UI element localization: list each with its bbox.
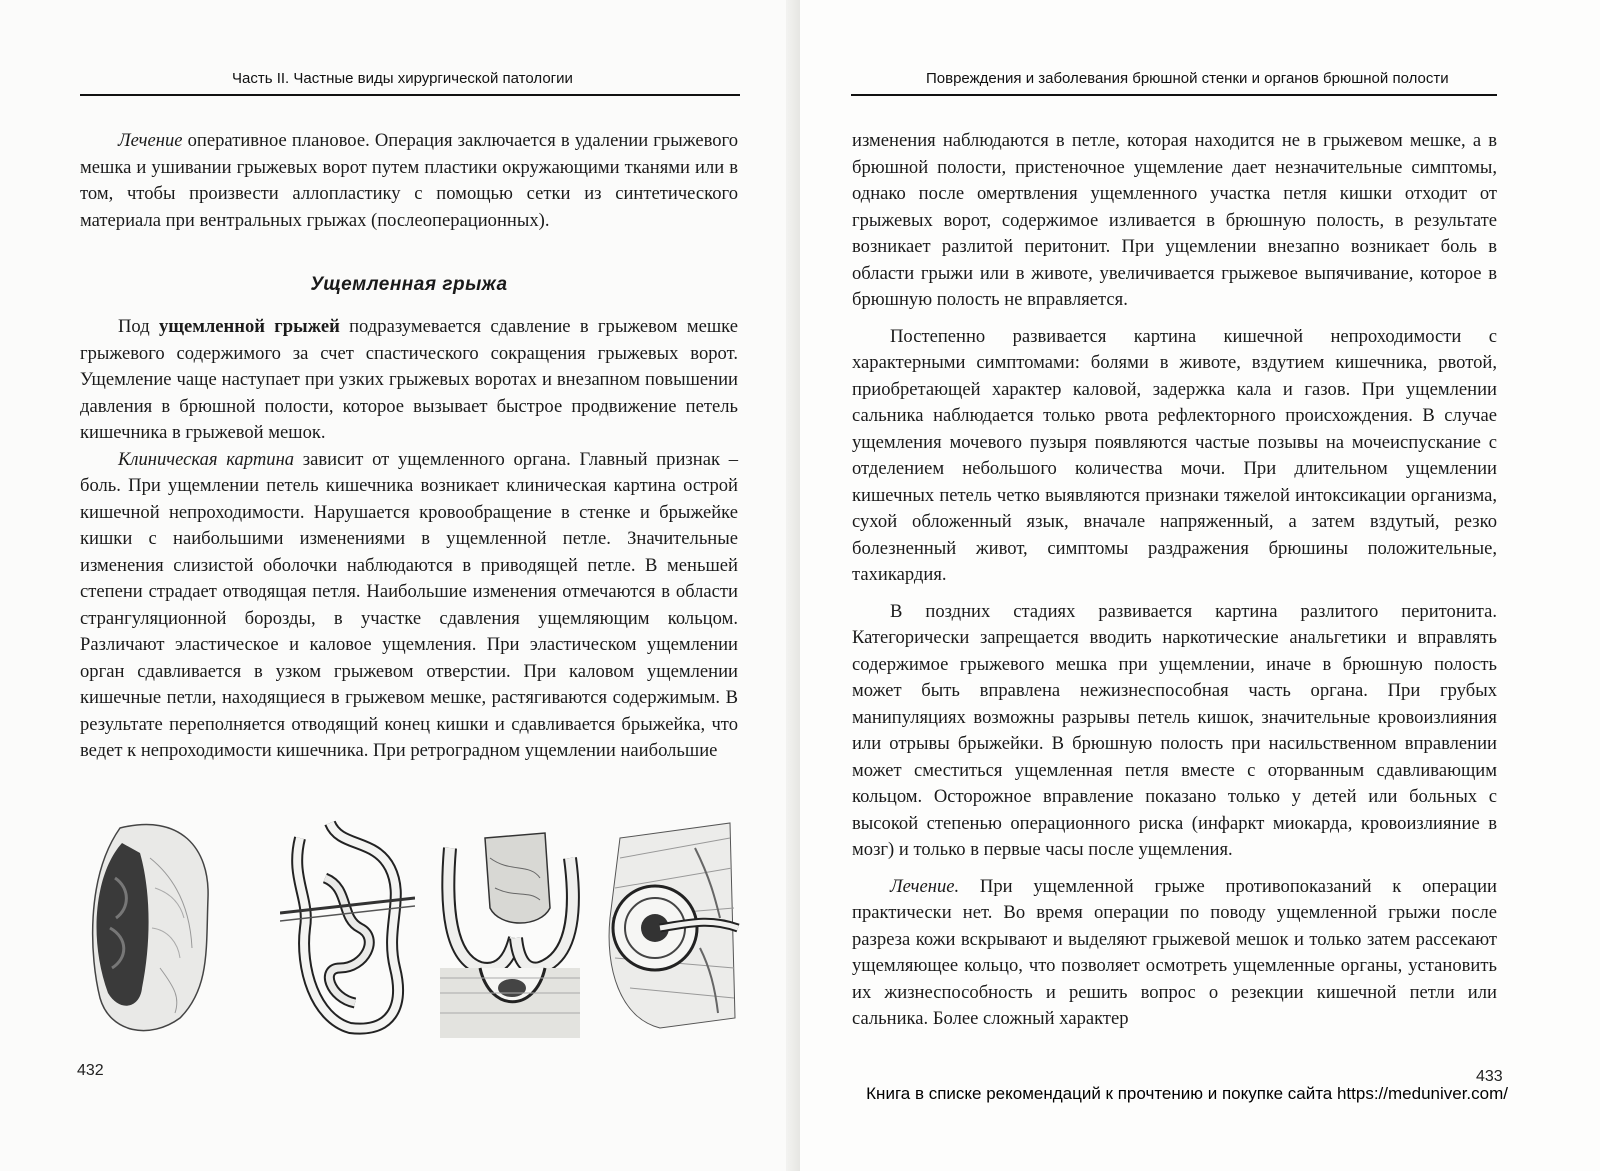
left-text-top — [80, 128, 738, 234]
definition-term: ущемленной грыжей — [158, 316, 340, 337]
header-rule-left — [80, 94, 740, 96]
paragraph-continuation: изменения наблюдаются в петле, которая находится не в грыжевом мешке, а в брюшной полости, пристеночное ущемление дает незначительные симптомы, однако после омертвления ущемленного участка петля кишки отходит от грыжевых ворот, содержимое изливается в брюшную полость, в результате возникает разлитой перитонит. При ущемлении внезапно возникает боль в области грыжи или в животе, увеличивается грыжевое выпячивание, которое в брюшную полость не вправляется. — [852, 130, 1497, 310]
right-text — [852, 128, 1497, 1033]
illustrations-row — [80, 818, 740, 1043]
treatment-label: Лечение — [118, 130, 183, 151]
page-number-left: 432 — [77, 1062, 104, 1079]
treatment-text-right: При ущемленной грыже противопоказаний к операции практически нет. Во время операции по поводу ущемленной грыжи после разреза кожи вскрывают и выделяют грыжевой мешок и только затем рассекают ущемляющее кольцо, что позволяет осмотреть ущемленные органы, установить их жизнеспособность и решить вопрос о резекции кишечной петли или сальника. Более сложный характер — [852, 875, 1497, 1029]
section-heading: Ущемленная грыжа — [310, 274, 508, 295]
clinical-text: зависит от ущемленного органа. Главный признак – боль. При ущемлении петель кишечника возникает клиническая картина острой кишечной непроходимости. Нарушается кровообращение в стенке и брыжейке кишки с наибольшими изменениями в ущемленной петле. Значительные изменения слизистой оболочки наблюдаются в приводящей петле. В меньшей степени страдает отводящая петля. Наибольшие изменения отмечаются в области странгуляционной борозды, в участке сдавления ущемляющим кольцом. Различают эластическое и каловое ущемления. При эластическом ущемлении орган сдавливается в узком грыжевом отверстии. При каловом ущемлении кишечные петли, находящиеся в грыжевом мешке, растягиваются содержимым. В результате переполняется отводящий конец кишки и сдавливается брыжейка, что ведет к непроходимости кишечника. При ретроградном ущемлении наибольшие — [80, 448, 738, 761]
page-number-right: 433 — [1476, 1068, 1503, 1085]
figure-retrograde-loops — [280, 818, 415, 1038]
paragraph-definition — [80, 314, 738, 447]
paragraph-late-stages: В поздних стадиях развивается картина разлитого перитонита. Категорически запрещается вводить наркотические анальгетики и вправлять содержимое грыжевого мешка при ущемлении, иначе в брюшную полость может быть вправлена нежизнеспособная часть органа. При грубых манипуляциях возможны разрывы петель кишок, значительные кровоизлияния или отрывы брыжейки. В брюшную полость при насильственном вправлении может сместиться ущемленная петля вместе с оторванным сдавливающим кольцом. Осторожное вправление показано только у детей или больных с высокой степенью операционного риска (инфаркт миокарда, кровоизлияние в мозг) и только в первые часы после ущемления. — [852, 600, 1497, 860]
header-rule-right — [851, 94, 1497, 96]
clinical-label: Клиническая картина — [118, 448, 295, 470]
right-page — [800, 0, 1600, 1171]
left-text-main — [80, 314, 738, 765]
figure-hernia-sac — [440, 818, 580, 1038]
paragraph-clinical-picture — [80, 447, 738, 765]
paragraph-treatment-planned — [80, 128, 738, 234]
running-head-left: Часть II. Частные виды хирургической патологии — [232, 70, 573, 87]
figure-strangulated-loop — [80, 818, 215, 1038]
definition-text: подразумевается сдавление в грыжевом мешке грыжевого содержимого за счет спастического сокращения грыжевых ворот. Ущемление чаще наступает при узких грыжевых воротах и внезапном повышении давления в брюшной полости, которое вызывает быстрое продвижение петель кишечника в грыжевой мешок. — [80, 316, 738, 443]
footer-recommendation-note: Книга в списке рекомендаций к прочтению и покупке сайта https://meduniver.com/ — [866, 1084, 1508, 1103]
paragraph-obstruction: Постепенно развивается картина кишечной непроходимости с характерными симптомами: болями в животе, вздутием кишечника, рвотой, приобретающей характер каловой, задержка кала и газов. При ущемлении сальника наблюдается только рвота рефлекторного происхождения. В случае ущемления мочевого пузыря появляются частые позывы на мочеиспускание с отделением небольшого количества мочи. При длительном ущемлении кишечных петель четко выявляются признаки тяжелой интоксикации организма, сухой обложенный язык, вначале напряженный, а затем вздутый, резко болезненный живот, симптомы раздражения брюшины положительные, тахикардия. — [852, 325, 1497, 585]
treatment-label-right: Лечение. — [890, 875, 960, 897]
treatment-text: оперативное плановое. Операция заключается в удалении грыжевого мешка и ушивании грыжевых ворот путем пластики окружающими тканями или в том, чтобы произвести аллопластику с помощью сетки из синтетического материала при вентральных грыжах (послеоперационных). — [80, 130, 738, 231]
paragraph-treatment — [852, 874, 1497, 1033]
figure-cross-section — [600, 818, 740, 1038]
definition-lead: Под — [118, 316, 159, 337]
running-head-right: Повреждения и заболевания брюшной стенки и органов брюшной полости — [926, 70, 1449, 87]
